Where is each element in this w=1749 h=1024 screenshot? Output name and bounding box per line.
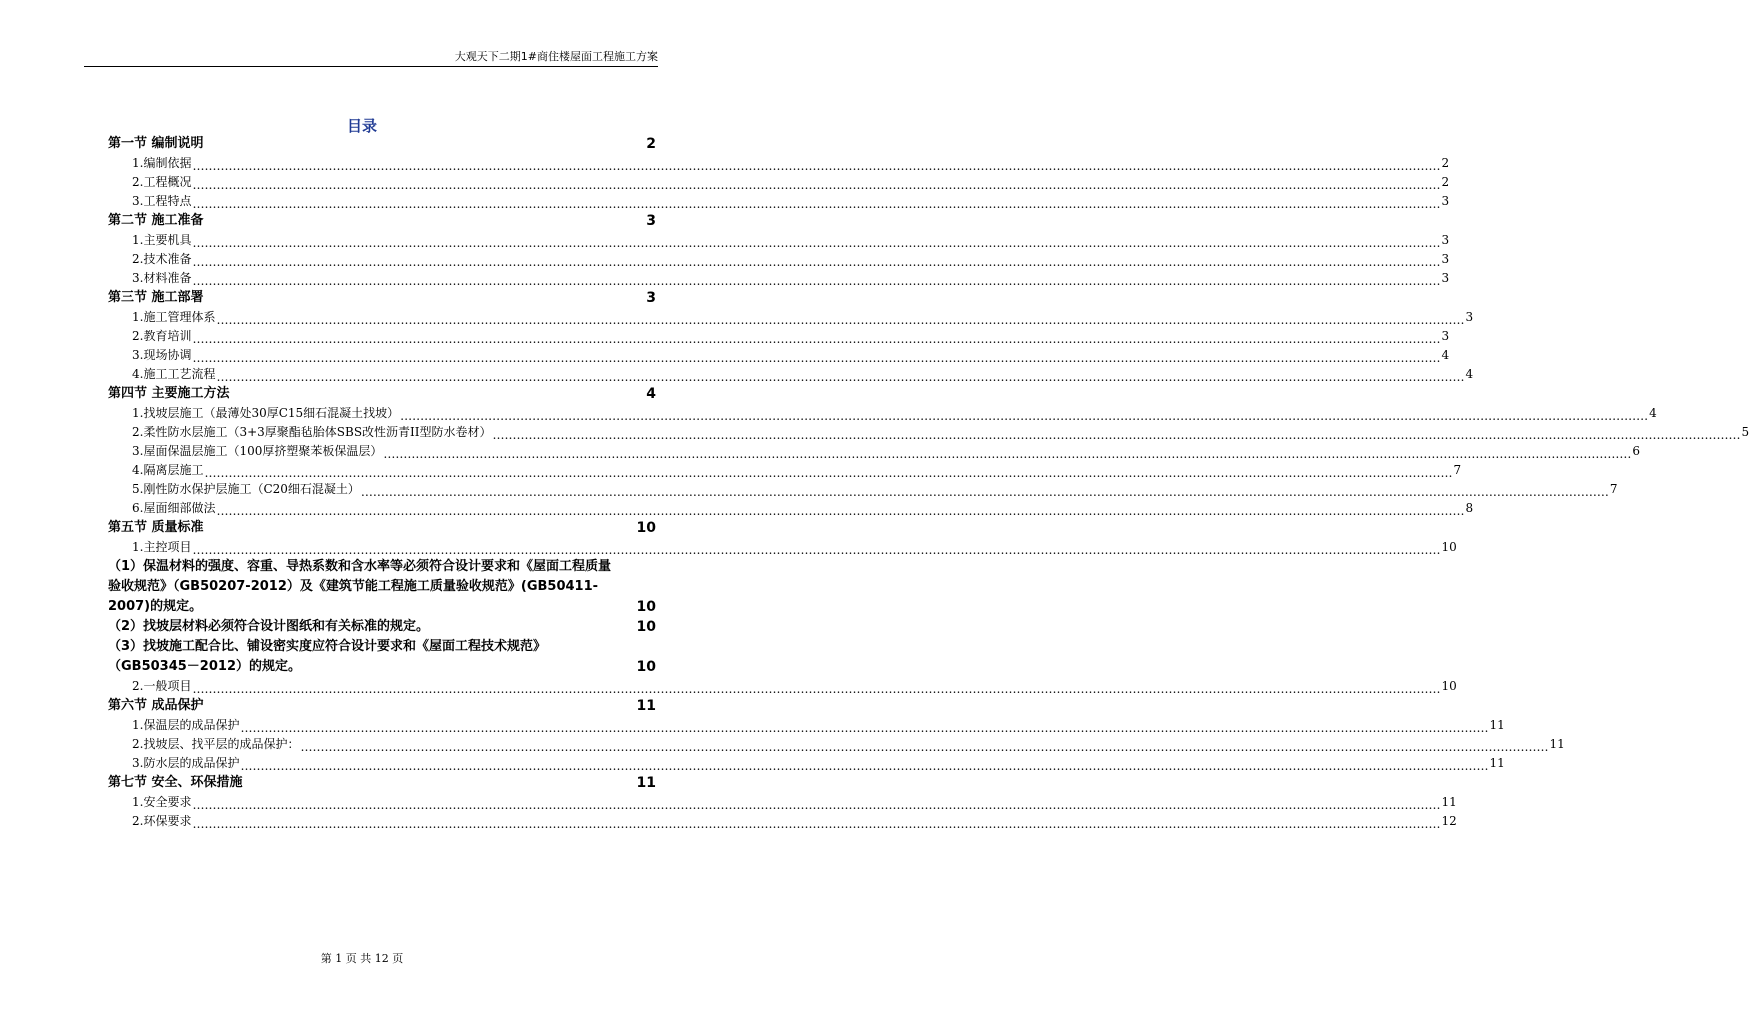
toc-section[interactable]: [108, 773, 656, 793]
entry-title: 1.主控项目: [132, 540, 192, 554]
toc-entry[interactable]: [108, 154, 1450, 173]
page-number: 11: [1441, 795, 1457, 809]
page-number: 11: [636, 698, 656, 714]
paragraph-text: 2007)的规定。: [108, 599, 203, 614]
paragraph-line: （1）保温材料的强度、容重、导热系数和含水率等必须符合设计要求和《屋面工程质量: [108, 559, 612, 574]
dot-leader: ……………………………………………………………………………………………………………………………………………………………………………………………………………………………………………………………………………………: [204, 466, 1453, 480]
paragraph-line: 验收规范》（GB50207-2012）及《建筑节能工程施工质量验收规范》(GB50411-: [108, 579, 599, 594]
page-number: 2: [646, 136, 656, 152]
toc-section-3[interactable]: [108, 288, 656, 308]
page-number: 7: [1453, 463, 1462, 477]
page-number: 11: [1489, 718, 1505, 732]
page-header: [84, 50, 658, 67]
page-footer: 第 1 页 共 12 页: [320, 952, 404, 965]
toc-entry[interactable]: [108, 423, 1749, 442]
dot-leader: ……………………………………………………………………………………………………………………………………………………………………………………………………………………………………………………………………………………: [192, 543, 1441, 557]
dot-leader: ……………………………………………………………………………………………………………………………………………………………………………………………………………………………………………………………………………………: [192, 159, 1441, 173]
page-number: 10: [636, 659, 656, 675]
toc-entry[interactable]: [108, 308, 1474, 327]
entry-title: 1.编制依据: [132, 156, 192, 170]
toc-paragraph-entry[interactable]: [108, 557, 656, 617]
dot-leader: ……………………………………………………………………………………………………………………………………………………………………………………………………………………………………………………………………………………: [400, 409, 1649, 423]
toc-entry[interactable]: [108, 269, 1450, 288]
paragraph-last-line: [108, 597, 656, 617]
paragraph-last-line: [108, 657, 656, 677]
toc-paragraph-entry[interactable]: [108, 617, 656, 637]
section-title: 第七节 安全、环保措施: [108, 775, 243, 790]
dot-leader: ……………………………………………………………………………………………………………………………………………………………………………………………………………………………………………………………………………………: [216, 370, 1465, 384]
section-title: 第六节 成品保护: [108, 698, 204, 713]
page-number: 11: [1489, 756, 1505, 770]
dot-leader: ……………………………………………………………………………………………………………………………………………………………………………………………………………………………………………………………………………………: [192, 236, 1441, 250]
toc-entry[interactable]: [108, 735, 1565, 754]
page-number: 3: [1441, 194, 1450, 208]
page-number: 6: [1632, 444, 1640, 458]
entry-title: 3.现场协调: [132, 348, 192, 362]
section-title: 第四节 主要施工方法: [108, 386, 230, 401]
page-number: 3: [646, 290, 656, 306]
entry-title: 2.技术准备: [132, 252, 192, 266]
toc-paragraph-entry[interactable]: [108, 637, 656, 677]
toc-entry[interactable]: [108, 677, 1457, 696]
toc-entry[interactable]: [108, 480, 1618, 499]
entry-title: 2.找坡层、找平层的成品保护：: [132, 737, 300, 751]
toc-entry[interactable]: [108, 442, 1640, 461]
dot-leader: ……………………………………………………………………………………………………………………………………………………………………………………………………………………………………………………………………………………: [192, 798, 1441, 812]
entry-title: 1.安全要求: [132, 795, 192, 809]
page-number: 4: [1441, 348, 1450, 362]
page-number: 3: [1441, 233, 1450, 247]
section-title: 第一节 编制说明: [108, 136, 204, 151]
page-number: 5: [1741, 425, 1749, 439]
paragraph-text: （2）找坡层材料必须符合设计图纸和有关标准的规定。: [108, 619, 430, 634]
dot-leader: ……………………………………………………………………………………………………………………………………………………………………………………………………………………………………………………………………………………: [192, 332, 1441, 346]
dot-leader: ……………………………………………………………………………………………………………………………………………………………………………………………………………………………………………………………………………………: [192, 274, 1441, 288]
page-number: 3: [646, 213, 656, 229]
header-title: 大观天下二期1#商住楼屋面工程施工方案: [454, 50, 658, 63]
page-number: 10: [636, 599, 656, 615]
entry-title: 2.工程概况: [132, 175, 192, 189]
page-number: 3: [1465, 310, 1474, 324]
page-number: 10: [636, 520, 656, 536]
page-number: 10: [1441, 540, 1457, 554]
dot-leader: ……………………………………………………………………………………………………………………………………………………………………………………………………………………………………………………………………………………: [300, 740, 1549, 754]
entry-title: 4.施工工艺流程: [132, 367, 216, 381]
toc-entry[interactable]: [108, 793, 1457, 812]
entry-title: 3.防水层的成品保护: [132, 756, 240, 770]
page-number: 11: [1549, 737, 1565, 751]
dot-leader: ……………………………………………………………………………………………………………………………………………………………………………………………………………………………………………………………………………………: [192, 178, 1441, 192]
entry-title: 2.环保要求: [132, 814, 192, 828]
dot-leader: ……………………………………………………………………………………………………………………………………………………………………………………………………………………………………………………………………………………: [192, 817, 1441, 831]
toc-section-2[interactable]: [108, 211, 656, 231]
toc-entry[interactable]: [108, 346, 1450, 365]
dot-leader: ……………………………………………………………………………………………………………………………………………………………………………………………………………………………………………………………………………………: [192, 197, 1441, 211]
section-title: 第二节 施工准备: [108, 213, 204, 228]
toc-entry[interactable]: [108, 812, 1457, 831]
page-number: 10: [1441, 679, 1457, 693]
toc-section[interactable]: [108, 696, 656, 716]
dot-leader: ……………………………………………………………………………………………………………………………………………………………………………………………………………………………………………………………………………………: [192, 255, 1441, 269]
entry-title: 1.找坡层施工（最薄处30厚C15细石混凝土找坡）: [132, 406, 400, 420]
toc-entry[interactable]: [108, 250, 1450, 269]
entry-title: 2.一般项目: [132, 679, 192, 693]
toc-title: 目录: [346, 117, 377, 135]
toc-entry[interactable]: [108, 365, 1474, 384]
toc-entry[interactable]: [108, 499, 1474, 518]
toc-section-1[interactable]: [108, 134, 656, 154]
entry-title: 4.隔离层施工: [132, 463, 204, 477]
page-number: 4: [1465, 367, 1474, 381]
dot-leader: ……………………………………………………………………………………………………………………………………………………………………………………………………………………………………………………………………………………: [192, 351, 1441, 365]
toc-entry[interactable]: [108, 173, 1450, 192]
section-title: 第三节 施工部署: [108, 290, 204, 305]
dot-leader: ……………………………………………………………………………………………………………………………………………………………………………………………………………………………………………………………………………………: [216, 504, 1465, 518]
toc-entry[interactable]: [108, 404, 1657, 423]
page-number: 3: [1441, 329, 1450, 343]
entry-title: 3.材料准备: [132, 271, 192, 285]
dot-leader: ……………………………………………………………………………………………………………………………………………………………………………………………………………………………………………………………………………………: [492, 428, 1741, 442]
paragraph-last-line: [108, 617, 656, 637]
entry-title: 1.保温层的成品保护: [132, 718, 240, 732]
toc-section-4[interactable]: [108, 384, 656, 404]
dot-leader: ……………………………………………………………………………………………………………………………………………………………………………………………………………………………………………………………………………………: [240, 759, 1489, 773]
entry-title: 3.屋面保温层施工（100厚挤塑聚苯板保温层）: [132, 444, 383, 458]
page-number: 4: [646, 386, 656, 402]
dot-leader: ……………………………………………………………………………………………………………………………………………………………………………………………………………………………………………………………………………………: [216, 313, 1465, 327]
page-number: 11: [636, 775, 656, 791]
toc-entry[interactable]: [108, 754, 1505, 773]
toc-section-5[interactable]: [108, 518, 656, 538]
page-number: 2: [1441, 175, 1450, 189]
dot-leader: ……………………………………………………………………………………………………………………………………………………………………………………………………………………………………………………………………………………: [192, 682, 1441, 696]
toc-entry[interactable]: [108, 192, 1450, 211]
entry-title: 5.刚性防水保护层施工（C20细石混凝土）: [132, 482, 360, 496]
page-number: 10: [636, 619, 656, 635]
dot-leader: ……………………………………………………………………………………………………………………………………………………………………………………………………………………………………………………………………………………: [383, 447, 1632, 461]
toc-entry[interactable]: [108, 538, 1457, 557]
entry-title: 6.屋面细部做法: [132, 501, 216, 515]
dot-leader: ……………………………………………………………………………………………………………………………………………………………………………………………………………………………………………………………………………………: [240, 721, 1489, 735]
entry-title: 2.柔性防水层施工（3+3厚聚酯毡胎体SBS改性沥青II型防水卷材）: [132, 425, 492, 439]
page-number: 8: [1465, 501, 1474, 515]
toc-entry[interactable]: [108, 327, 1450, 346]
paragraph-text: （GB50345－2012）的规定。: [108, 659, 301, 674]
entry-title: 1.施工管理体系: [132, 310, 216, 324]
toc-entry[interactable]: [108, 716, 1505, 735]
page-number: 2: [1441, 156, 1450, 170]
table-of-contents: [108, 134, 1749, 831]
entry-title: 2.教育培训: [132, 329, 192, 343]
section-title: 第五节 质量标准: [108, 520, 204, 535]
paragraph-line: （3）找坡施工配合比、铺设密实度应符合设计要求和《屋面工程技术规范》: [108, 639, 547, 654]
entry-title: 1.主要机具: [132, 233, 192, 247]
entry-title: 3.工程特点: [132, 194, 192, 208]
page-number: 3: [1441, 252, 1450, 266]
dot-leader: ……………………………………………………………………………………………………………………………………………………………………………………………………………………………………………………………………………………: [360, 485, 1609, 499]
toc-entry[interactable]: [108, 231, 1450, 250]
page-number: 3: [1441, 271, 1450, 285]
page-number: 4: [1649, 406, 1657, 420]
page-number: 12: [1441, 814, 1457, 828]
page-number: 7: [1609, 482, 1618, 496]
toc-entry[interactable]: [108, 461, 1462, 480]
